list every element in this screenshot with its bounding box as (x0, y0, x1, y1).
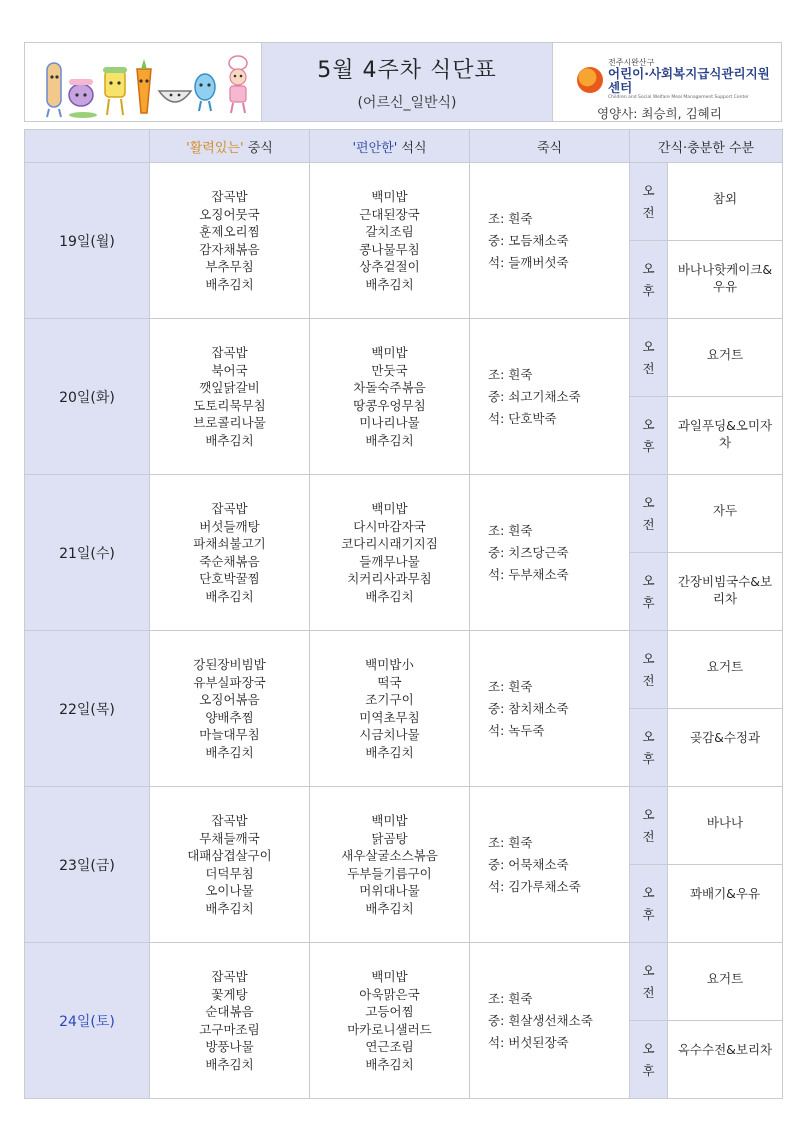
lunch-item: 도토리묵무침 (193, 397, 266, 413)
lunch-item: 순대볶음 (205, 1004, 254, 1019)
chef-character-icon (229, 56, 247, 113)
dinner-item: 고등어찜 (365, 1004, 414, 1019)
bread-character-icon (47, 63, 61, 117)
dinner-item: 연근조림 (365, 1039, 414, 1054)
dinner-item: 두부들기름구이 (347, 865, 432, 881)
menu-table (24, 129, 783, 1099)
day-column-header (25, 130, 150, 163)
lunch-item: 꽃게탕 (211, 986, 248, 1002)
am-label: 오 전 (630, 943, 668, 1021)
porridge-item: 조: 흰죽 (488, 834, 533, 850)
snack-column-header: 간식·충분한 수분 (630, 130, 783, 163)
porridge-item: 석: 두부채소죽 (488, 566, 569, 582)
porridge-item: 조: 흰죽 (488, 678, 533, 694)
lunch-item: 오징어뭇국 (199, 206, 260, 222)
am-snack: 요거트 (668, 943, 783, 1021)
am-snack: 요거트 (668, 319, 783, 397)
pm-label: 오 후 (630, 865, 668, 943)
lunch-item: 죽순채볶음 (199, 553, 260, 569)
dinner-item: 새우살굴소스볶음 (341, 848, 438, 863)
dinner-item: 머위대나물 (359, 883, 420, 898)
dinner-menu (310, 631, 470, 787)
lunch-item: 브로콜리나물 (193, 415, 266, 430)
dinner-item: 치커리사과무침 (347, 571, 432, 586)
dinner-item: 다시마감자국 (353, 518, 426, 534)
dinner-item: 미역초무침 (359, 709, 420, 725)
center-name: 어린이·사회복지급식관리지원센터 (608, 66, 770, 96)
porridge-item: 중: 어묵채소죽 (488, 856, 569, 872)
lunch-item: 훈제오리찜 (199, 224, 260, 239)
carrot-character-icon (137, 59, 151, 113)
dinner-item: 백미밥 (371, 345, 408, 360)
dinner-item: 백미밥 (371, 501, 408, 516)
lunch-item: 잡곡밥 (211, 813, 248, 828)
lunch-item: 양배추찜 (205, 709, 254, 725)
porridge-item: 중: 참치채소죽 (488, 700, 569, 716)
chef-characters-illustration (25, 43, 261, 121)
title-panel (261, 43, 553, 121)
pm-label: 오 후 (630, 709, 668, 787)
porridge-item: 중: 흰살생선채소죽 (488, 1012, 593, 1028)
pm-label: 오 후 (630, 553, 668, 631)
am-label: 오 전 (630, 163, 668, 241)
bowl-character-icon (159, 91, 191, 102)
porridge-item: 조: 흰죽 (488, 210, 533, 226)
lunch-item: 오징어볶음 (199, 692, 260, 707)
dinner-item: 배추김치 (365, 1056, 414, 1072)
pm-snack: 꽈배기&우유 (668, 865, 783, 943)
porridge-menu (470, 163, 630, 319)
porridge-item: 석: 김가루채소죽 (488, 878, 581, 894)
dinner-item: 들깨무나물 (359, 553, 420, 569)
dinner-item: 아욱맑은국 (359, 986, 420, 1002)
day-row (25, 475, 783, 553)
lunch-item: 파채쇠불고기 (193, 536, 266, 551)
porridge-menu (470, 787, 630, 943)
day-label: 19일(월) (25, 163, 150, 319)
dinner-item: 땅콩우엉무침 (353, 397, 426, 413)
porridge-menu (470, 319, 630, 475)
lunch-item: 북어국 (211, 362, 248, 378)
porridge-item: 석: 들깨버섯죽 (488, 254, 569, 270)
dinner-item: 백미밥 (371, 189, 408, 204)
porridge-item: 석: 버섯된장죽 (488, 1034, 569, 1050)
lunch-item: 잡곡밥 (211, 501, 248, 516)
day-label: 21일(수) (25, 475, 150, 631)
day-label: 23일(금) (25, 787, 150, 943)
page-subtitle: (어르신_일반식) (357, 94, 457, 111)
dinner-item: 시금치나물 (359, 727, 420, 742)
table-header-row (25, 130, 783, 163)
lunch-item: 부추무침 (205, 259, 254, 274)
dinner-item: 배추김치 (365, 432, 414, 448)
lunch-item: 오이나물 (205, 883, 254, 898)
lunch-column-header: '활력있는' 중식 (150, 130, 310, 163)
porridge-item: 조: 흰죽 (488, 990, 533, 1006)
am-snack: 요거트 (668, 631, 783, 709)
pm-snack: 간장비빔국수&보리차 (668, 553, 783, 631)
lunch-item: 감자채볶음 (199, 241, 260, 257)
pm-snack: 과일푸딩&오미자차 (668, 397, 783, 475)
nutritionists: 영양사: 최승희, 김혜리 (597, 106, 722, 122)
lunch-menu (150, 943, 310, 1099)
porridge-item: 조: 흰죽 (488, 522, 533, 538)
am-label: 오 전 (630, 787, 668, 865)
lunch-menu (150, 475, 310, 631)
dinner-menu (310, 787, 470, 943)
porridge-item: 중: 쇠고기채소죽 (488, 388, 581, 404)
lunch-item: 버섯들깨탕 (199, 518, 260, 534)
am-label: 오 전 (630, 475, 668, 553)
dinner-item: 배추김치 (365, 588, 414, 604)
dinner-item: 차돌숙주볶음 (353, 380, 426, 395)
lunch-item: 잡곡밥 (211, 969, 248, 984)
day-row (25, 787, 783, 865)
dinner-item: 배추김치 (365, 744, 414, 760)
lunch-item: 잡곡밥 (211, 189, 248, 204)
center-logo (577, 59, 771, 100)
dinner-item: 떡국 (377, 674, 402, 690)
dinner-item: 코다리시래기지짐 (341, 536, 438, 551)
day-label: 24일(토) (25, 943, 150, 1099)
lunch-item: 잡곡밥 (211, 345, 248, 360)
lunch-item: 유부실파장국 (193, 674, 266, 690)
porridge-item: 중: 치즈당근죽 (488, 544, 569, 560)
am-label: 오 전 (630, 631, 668, 709)
dinner-item: 상추겉절이 (359, 259, 420, 274)
dinner-item: 미나리나물 (359, 415, 420, 430)
dinner-item: 마카로니샐러드 (347, 1021, 432, 1037)
pm-label: 오 후 (630, 241, 668, 319)
lunch-item: 무채들깨국 (199, 830, 260, 846)
pm-label: 오 후 (630, 397, 668, 475)
dinner-item: 배추김치 (365, 900, 414, 916)
lunch-item: 단호박꿀찜 (199, 571, 260, 586)
day-label: 22일(목) (25, 631, 150, 787)
dinner-item: 콩나물무침 (359, 241, 420, 257)
dinner-item: 갈치조림 (365, 224, 414, 239)
egg-character-icon (195, 74, 215, 111)
lunch-item: 배추김치 (205, 432, 254, 448)
day-row (25, 319, 783, 397)
am-snack: 참외 (668, 163, 783, 241)
lunch-item: 배추김치 (205, 588, 254, 604)
pm-snack: 곶감&수정과 (668, 709, 783, 787)
dinner-item: 닭곰탕 (371, 830, 408, 846)
lunch-item: 깻잎닭갈비 (199, 380, 260, 395)
lunch-item: 배추김치 (205, 900, 254, 916)
lunch-item: 강된장비빔밥 (193, 657, 266, 672)
pm-snack: 옥수수전&보리차 (668, 1021, 783, 1099)
porridge-item: 석: 단호박죽 (488, 410, 557, 426)
lunch-menu (150, 163, 310, 319)
porridge-item: 석: 녹두죽 (488, 722, 545, 738)
dinner-item: 백미밥 (371, 969, 408, 984)
page-title: 5월 4주차 식단표 (317, 57, 497, 83)
lunch-menu (150, 787, 310, 943)
am-snack: 자두 (668, 475, 783, 553)
pot-character-icon (69, 79, 97, 118)
center-logo-icon (577, 67, 603, 93)
day-row (25, 631, 783, 709)
dinner-menu (310, 943, 470, 1099)
dinner-item: 만둣국 (371, 362, 408, 378)
dinner-item: 근대된장국 (359, 206, 420, 222)
day-label: 20일(화) (25, 319, 150, 475)
cup-character-icon (103, 67, 127, 115)
dinner-menu (310, 163, 470, 319)
porridge-column-header: 죽식 (470, 130, 630, 163)
pm-label: 오 후 (630, 1021, 668, 1099)
porridge-menu (470, 475, 630, 631)
am-snack: 바나나 (668, 787, 783, 865)
lunch-item: 배추김치 (205, 744, 254, 760)
porridge-menu (470, 631, 630, 787)
center-district: 전주시완산구 (608, 58, 655, 67)
am-label: 오 전 (630, 319, 668, 397)
dinner-item: 백미밥 (371, 813, 408, 828)
lunch-item: 마늘대무침 (199, 727, 260, 742)
pm-snack: 바나나핫케이크&우유 (668, 241, 783, 319)
lunch-menu (150, 319, 310, 475)
porridge-item: 조: 흰죽 (488, 366, 533, 382)
day-row (25, 943, 783, 1021)
lunch-item: 방풍나물 (205, 1039, 254, 1054)
dinner-column-header: '편안한' 석식 (310, 130, 470, 163)
lunch-item: 배추김치 (205, 276, 254, 292)
lunch-item: 고구마조림 (199, 1021, 260, 1037)
dinner-item: 배추김치 (365, 276, 414, 292)
dinner-item: 백미밥小 (365, 657, 414, 672)
center-info (553, 43, 781, 121)
lunch-item: 대패삼겹살구이 (187, 848, 272, 863)
lunch-item: 더덕무침 (205, 865, 254, 881)
dinner-menu (310, 475, 470, 631)
day-row (25, 163, 783, 241)
porridge-menu (470, 943, 630, 1099)
porridge-item: 중: 모듬채소죽 (488, 232, 569, 248)
dinner-item: 조기구이 (365, 692, 414, 707)
lunch-item: 배추김치 (205, 1056, 254, 1072)
lunch-menu (150, 631, 310, 787)
menu-header (24, 42, 782, 122)
dinner-menu (310, 319, 470, 475)
center-english-name: Children and Social Welfare Meal Management Support Center (608, 94, 749, 100)
